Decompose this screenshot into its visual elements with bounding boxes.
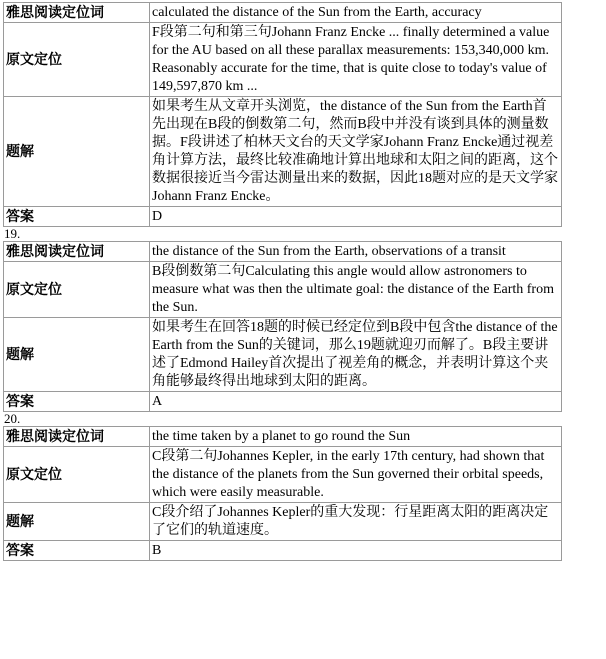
label-explanation: 题解: [4, 318, 150, 392]
table-row: [4, 503, 562, 541]
answer-table-q20: [3, 426, 562, 561]
q18-locator: calculated the distance of the Sun from the Earth, accuracy: [150, 3, 562, 23]
q19-original: B段倒数第二句Calculating this angle would allow astronomers to measure what was then the ultimate goal: the distance of the Earth from the Sun.: [150, 262, 562, 318]
question-number-19: 19.: [4, 226, 21, 241]
label-locator: 雅思阅读定位词: [4, 3, 150, 23]
answer-table-q18: [3, 2, 562, 227]
q18-answer: D: [150, 207, 562, 227]
q18-original: F段第二句和第三句Johann Franz Encke ... finally determined a value for the AU based on all these parallax measurements: 153,340,000 km. Reasonably accurate for the time, that is quite close to today's value of 149,597,870 km ...: [150, 23, 562, 97]
table-row: [4, 97, 562, 207]
label-original: 原文定位: [4, 262, 150, 318]
q20-locator: the time taken by a planet to go round the Sun: [150, 427, 562, 447]
q20-original: C段第二句Johannes Kepler, in the early 17th century, had shown that the distance of the planets from the Sun governed their orbital speeds, which were easily measurable.: [150, 447, 562, 503]
label-answer: 答案: [4, 392, 150, 412]
q18-explanation: 如果考生从文章开头浏览，the distance of the Sun from the Earth首先出现在B段的倒数第二句，然而B段中并没有谈到具体的测量数据。F段讲述了柏林天文台的天文学家Johann Franz Encke通过视差角计算方法，最终比较准确地计算出地球和太阳之间的距离，这个数据很接近当今雷达测量出来的数据，因此18题对应的是天文学家Johann Franz Encke。: [150, 97, 562, 207]
table-row: [4, 207, 562, 227]
table-row: [4, 541, 562, 561]
label-answer: 答案: [4, 541, 150, 561]
question-number-20: 20.: [4, 411, 21, 426]
q20-answer: B: [150, 541, 562, 561]
table-row: [4, 23, 562, 97]
table-row: [4, 427, 562, 447]
label-explanation: 题解: [4, 503, 150, 541]
label-locator: 雅思阅读定位词: [4, 242, 150, 262]
q20-explanation: C段介绍了Johannes Kepler的重大发现：行星距离太阳的距离决定了它们的轨道速度。: [150, 503, 562, 541]
table-row: [4, 242, 562, 262]
table-row: [4, 262, 562, 318]
label-original: 原文定位: [4, 23, 150, 97]
label-original: 原文定位: [4, 447, 150, 503]
table-row: [4, 447, 562, 503]
table-row: [4, 3, 562, 23]
label-answer: 答案: [4, 207, 150, 227]
q19-explanation: 如果考生在回答18题的时候已经定位到B段中包含the distance of the Earth from the Sun的关键词，那么19题就迎刃而解了。B段主要讲述了Edmond Hailey首次提出了视差角的概念，并表明计算这个夹角能够最终得出地球到太阳的距离。: [150, 318, 562, 392]
label-explanation: 题解: [4, 97, 150, 207]
table-row: [4, 318, 562, 392]
answer-table-q19: [3, 241, 562, 412]
label-locator: 雅思阅读定位词: [4, 427, 150, 447]
q19-answer: A: [150, 392, 562, 412]
q19-locator: the distance of the Sun from the Earth, observations of a transit: [150, 242, 562, 262]
table-row: [4, 392, 562, 412]
